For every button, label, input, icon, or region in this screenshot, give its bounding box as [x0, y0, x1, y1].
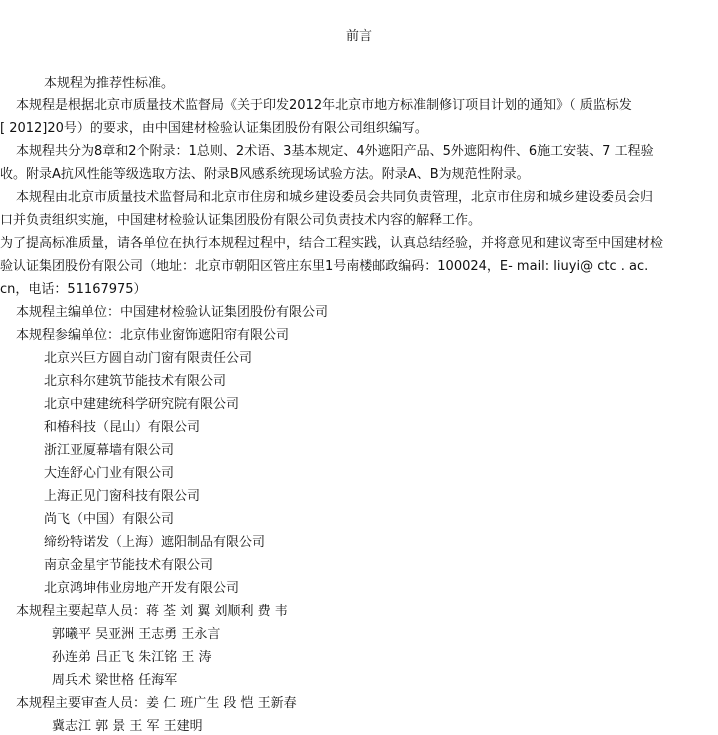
participating-unit: 和椿科技（昆山）有限公司 — [44, 420, 201, 435]
paragraph-feedback-line1: 为了提高标准质量，请各单位在执行本规程过程中，结合工程实践，认真总结经验，并将意见和建议寄至中国建材检 — [0, 236, 664, 251]
participating-unit: 大连舒心门业有限公司 — [44, 466, 175, 481]
paragraph-management-line1: 本规程由北京市质量技术监督局和北京市住房和城乡建设委员会共同负责管理，北京市住房和城乡建设委员会归 — [16, 190, 654, 205]
participating-unit: 北京兴巨方圆自动门窗有限责任公司 — [44, 351, 253, 366]
drafters-row: 孙连弟 吕正飞 朱江铭 王 涛 — [52, 650, 212, 665]
reviewers-row: 冀志江 郭 景 王 军 王建明 — [52, 719, 203, 734]
page-title: 前言 — [345, 29, 372, 44]
paragraph-basis-line1: 本规程是根据北京市质量技术监督局《关于印发2012年北京市地方标准制修订项目计划的通知》（ 质监标发 — [16, 98, 632, 113]
paragraph-feedback-line2: 验认证集团股份有限公司（地址：北京市朝阳区管庄东里1号南楼邮政编码：100024，E- mail: liuyi@ ctc . ac. — [0, 259, 649, 274]
participating-unit: 尚飞（中国）有限公司 — [44, 512, 175, 527]
participating-units-label: 本规程参编单位：北京伟业窗饰遮阳帘有限公司 — [16, 328, 290, 343]
participating-unit: 浙江亚厦幕墙有限公司 — [44, 443, 175, 458]
paragraph-chapters-line2: 收。附录A抗风性能等级选取方法、附录B风感系统现场试验方法。附录A、B为规范性附录。 — [0, 167, 530, 182]
paragraph-chapters-line1: 本规程共分为8章和2个附录：1总则、2术语、3基本规定、4外遮阳产品、5外遮阳构件、6施工安装、7 工程验 — [16, 144, 654, 159]
drafters-row: 周兵术 梁世格 任海军 — [52, 673, 178, 688]
reviewers-label: 本规程主要审查人员：姜 仁 班广生 段 恺 王新春 — [16, 696, 297, 711]
paragraph-feedback-line3: cn，电话：51167975） — [0, 282, 147, 297]
drafters-label: 本规程主要起草人员：蒋 荃 刘 翼 刘顺利 费 韦 — [16, 604, 288, 619]
drafters-row: 郭曦平 吴亚洲 王志勇 王永言 — [52, 627, 221, 642]
chief-unit: 本规程主编单位：中国建材检验认证集团股份有限公司 — [16, 305, 329, 320]
participating-unit: 缔纷特诺发（上海）遮阳制品有限公司 — [44, 535, 266, 550]
paragraph-recommended-standard: 本规程为推荐性标准。 — [44, 76, 175, 91]
participating-unit: 南京金星宇节能技术有限公司 — [44, 558, 214, 573]
participating-unit: 北京鸿坤伟业房地产开发有限公司 — [44, 581, 240, 596]
paragraph-management-line2: 口并负责组织实施，中国建材检验认证集团股份有限公司负责技术内容的解释工作。 — [0, 213, 482, 228]
participating-unit: 北京中建建统科学研究院有限公司 — [44, 397, 240, 412]
participating-unit: 北京科尔建筑节能技术有限公司 — [44, 374, 227, 389]
paragraph-basis-line2: [ 2012]20号）的要求，由中国建材检验认证集团股份有限公司组织编写。 — [0, 121, 428, 136]
participating-unit: 上海正见门窗科技有限公司 — [44, 489, 201, 504]
